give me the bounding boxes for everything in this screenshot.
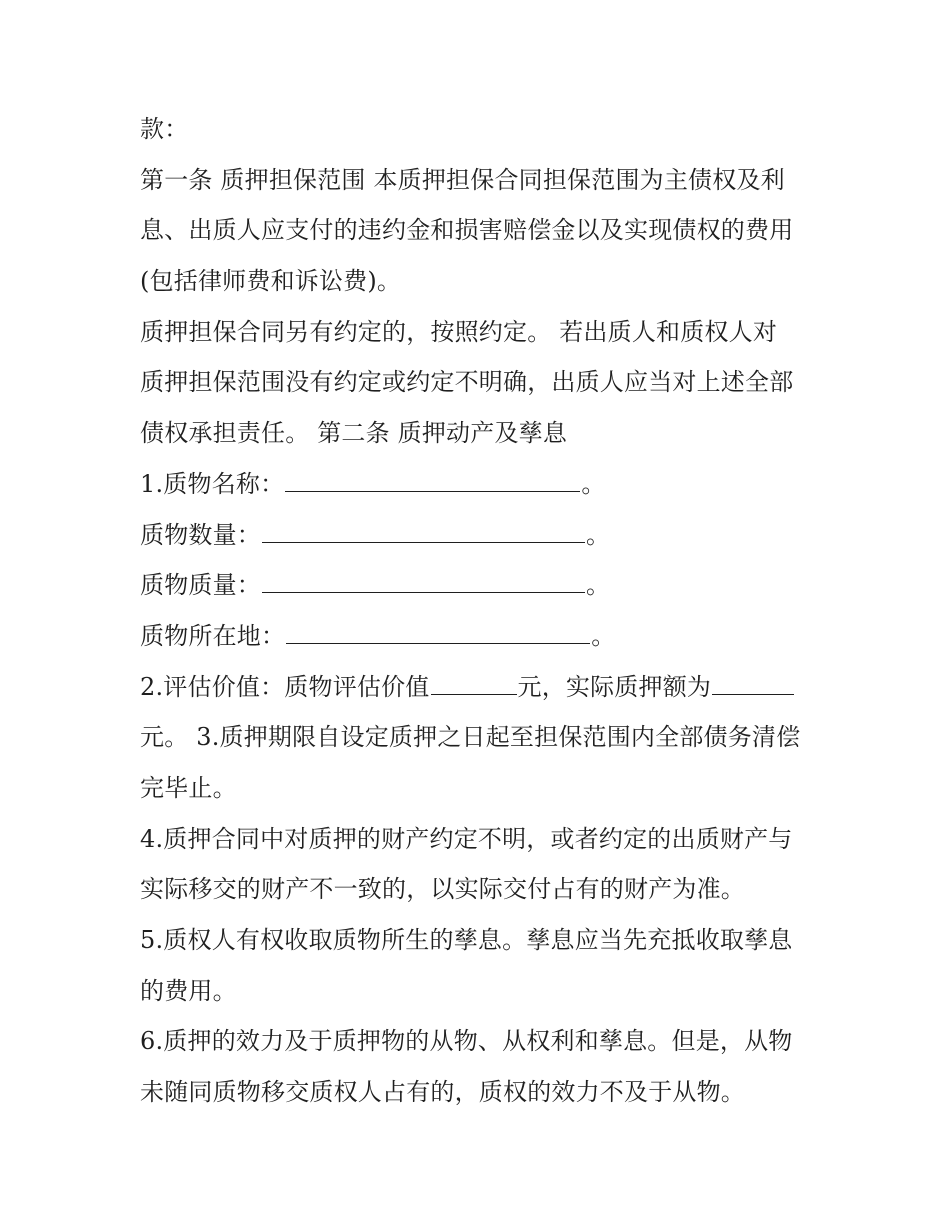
line-end-punct: 。 xyxy=(581,469,606,498)
collateral-location-blank[interactable] xyxy=(286,623,590,644)
collateral-quality-label: 质物质量： xyxy=(140,571,261,600)
collateral-quantity-line xyxy=(140,510,820,561)
pledge-amount-blank[interactable] xyxy=(712,674,794,695)
collateral-location-label: 质物所在地： xyxy=(140,621,286,650)
paragraph-line: (包括律师费和诉讼费)。 xyxy=(140,267,402,296)
paragraph-line: 债权承担责任。 第二条 质押动产及孳息 xyxy=(140,419,568,448)
collateral-name-label: 1.质物名称： xyxy=(140,469,285,498)
paragraph-line: 未随同质物移交质权人占有的，质权的效力不及于从物。 xyxy=(140,1078,745,1107)
line-end-punct: 。 xyxy=(586,571,611,600)
paragraph-line: 质押担保合同另有约定的，按照约定。 若出质人和质权人对 xyxy=(140,317,778,346)
paragraph-line: 的费用。 xyxy=(140,976,237,1005)
paragraph-line: 5.质权人有权收取质物所生的孳息。孳息应当先充抵收取孳息 xyxy=(140,926,793,954)
paragraph-line: 息、出质人应支付的违约金和损害赔偿金以及实现债权的费用 xyxy=(140,216,794,245)
collateral-quality-blank[interactable] xyxy=(262,572,585,593)
paragraph-line: 6.质押的效力及于质押物的从物、从权利和孳息。但是，从物 xyxy=(140,1027,793,1056)
collateral-quantity-blank[interactable] xyxy=(262,522,585,543)
document-body xyxy=(140,104,820,1118)
paragraph-line: 第一条 质押担保范围 本质押担保合同担保范围为主债权及利 xyxy=(140,165,785,194)
paragraph-line: 款： xyxy=(140,115,189,143)
collateral-quantity-label: 质物数量： xyxy=(140,520,261,549)
collateral-location-line xyxy=(140,611,820,662)
paragraph-line: 质押担保范围没有约定或约定不明确，出质人应当对上述全部 xyxy=(140,368,794,397)
valuation-line xyxy=(140,662,820,713)
paragraph-line: 元。 3.质押期限自设定质押之日起至担保范围内全部债务清偿 xyxy=(140,723,801,752)
valuation-amount-blank[interactable] xyxy=(431,674,517,695)
collateral-name-blank[interactable] xyxy=(285,471,580,492)
line-end-punct: 。 xyxy=(591,621,616,650)
pledge-amount-label: 元，实际质押额为 xyxy=(517,672,712,701)
collateral-quality-line xyxy=(140,560,820,611)
paragraph-line: 实际移交的财产不一致的，以实际交付占有的财产为准。 xyxy=(140,875,745,904)
collateral-name-line xyxy=(140,459,820,510)
paragraph-line: 完毕止。 xyxy=(140,773,237,802)
valuation-label: 2.评估价值：质物评估价值 xyxy=(140,672,430,701)
line-end-punct: 。 xyxy=(586,520,611,549)
paragraph-line: 4.质押合同中对质押的财产约定不明，或者约定的出质财产与 xyxy=(140,824,793,853)
